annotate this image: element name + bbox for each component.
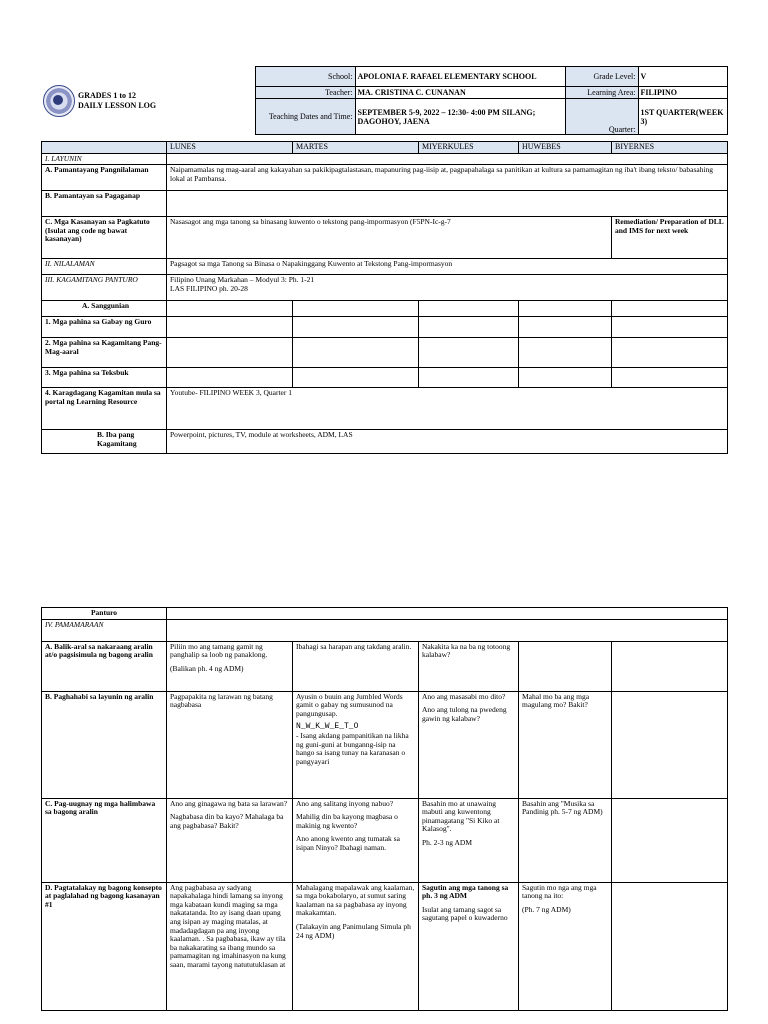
step-c-thu: Basahin ang "Musika sa Pandinig ph. 5-7 ng ADM) — [519, 798, 612, 882]
quarter-label: Quarter: — [565, 99, 638, 135]
area-label: Learning Area: — [565, 87, 638, 99]
blank-cell — [612, 317, 728, 338]
row-a-label: A. Pamantayang Pangnilalaman — [42, 165, 167, 191]
blank-cell — [167, 368, 293, 388]
lesson-table-part2 — [41, 607, 728, 1011]
school-label: School: — [255, 67, 355, 87]
blank-cell — [293, 338, 419, 368]
ref-4-text: Youtube- FILIPINO WEEK 3, Quarter 1 — [167, 388, 728, 430]
step-d-tue-text: Mahalagang mapalawak ang kaalaman, sa mga bokabolaryo, at sumut saring kaalaman na sa pagbabasa ay inyong makakamtan. — [296, 882, 415, 918]
step-c-mon-q2: Nagbabasa din ba kayo? Mahalaga ba ang pagbabasa? Bakit? — [170, 812, 284, 830]
blank-cell — [419, 338, 519, 368]
step-c-tue-q2: Mahilig din ba kayong magbasa o makinig ng kwento? — [296, 812, 398, 830]
ref-1-label: 1. Mga pahina sa Gabay ng Guro — [42, 317, 167, 338]
step-b-mon: Pagpapakita ng larawan ng batang nagbabasa — [167, 691, 293, 798]
row-c-text: Nasasagot ang mga tanong sa binasang kuwento o tekstong pang-impormasyon (F5PN-Ic-g-7 — [167, 217, 612, 259]
day-mon: LUNES — [167, 142, 293, 154]
grade-value: V — [638, 67, 727, 87]
blank-cell — [293, 301, 419, 317]
row-c-label: C. Mga Kasanayan sa Pagkatuto (Isulat ang code ng bawat kasanayan) — [42, 217, 167, 259]
blank-cell — [167, 608, 728, 620]
blank-cell — [612, 882, 728, 1010]
step-a-mon-text: Piliin mo ang tamang gamit ng panghalip sa loob ng panaklong. — [170, 641, 268, 660]
step-c-label: C. Pag-uugnay ng mga halimbawa sa bagong aralin — [42, 798, 167, 882]
day-header-row — [42, 142, 728, 154]
dates-value: SEPTEMBER 5-9, 2022 – 12:30- 4:00 PM SILANG; DAGOHOY, JAENA — [355, 99, 565, 135]
day-header-blank — [42, 142, 167, 154]
step-d-thu-ref: (Ph. 7 ng ADM) — [522, 904, 571, 914]
header-title-cell — [41, 67, 255, 135]
step-a-mon — [167, 641, 293, 691]
header-table — [41, 66, 728, 135]
ref-b-text: Powerpoint, pictures, TV, module at worksheets, ADM, LAS — [167, 430, 728, 454]
teacher-label: Teacher: — [255, 87, 355, 99]
blank-cell — [419, 317, 519, 338]
step-c-tue — [293, 798, 419, 882]
step-b-thu: Mahal mo ba ang mga magulang mo? Bakit? — [519, 691, 612, 798]
title-line-2: DAILY LESSON LOG — [78, 100, 157, 110]
step-a-tue: Ibahagi sa harapan ang takdang aralin. — [293, 641, 419, 691]
step-d-thu-task: Sagutin mo nga ang mga tanong na ito: — [522, 882, 597, 901]
section-layunin: I. LAYUNIN — [42, 153, 167, 165]
day-fri: BIYERNES — [612, 142, 728, 154]
step-a-label: A. Balik-aral sa nakaraang aralin at/o pagsisimula ng bagong aralin — [42, 641, 167, 691]
section-pamamaraan: IV. PAMAMARAAN — [42, 619, 167, 641]
ref-2-label: 2. Mga pahina sa Kagamitang Pang-Mag-aaral — [42, 338, 167, 368]
step-c-tue-q1: Ano ang salitang inyong nabuo? — [296, 798, 394, 808]
panturo-continued: Panturo — [42, 608, 167, 620]
sanggunian-label: A. Sanggunian — [42, 301, 167, 317]
row-b-label: B. Pamantayan sa Pagaganap — [42, 191, 167, 217]
blank-cell — [612, 691, 728, 798]
section-kagamitan-text — [167, 275, 728, 301]
blank-cell — [519, 317, 612, 338]
blank-cell — [167, 301, 293, 317]
blank-cell — [612, 338, 728, 368]
step-b-wed-q1: Ano ang masasabi mo dito? — [422, 691, 506, 701]
blank-cell — [519, 641, 612, 691]
teacher-value: MA. CRISTINA C. CUNANAN — [355, 87, 565, 99]
row-b-text — [167, 191, 728, 217]
deped-seal-icon — [43, 85, 75, 117]
blank-cell — [167, 619, 728, 641]
quarter-value: 1ST QUARTER(WEEK 3) — [638, 99, 727, 135]
blank-cell — [419, 301, 519, 317]
jumbled-word: N_W_K_W_E_T_O — [296, 722, 359, 732]
ref-4-label: 4. Karagdagang Kagamitan mula sa portal ng Learning Resource — [42, 388, 167, 430]
step-b-tue-definition: - Isang akdang pampanitikan na likha ng guni-guni at bunganng-isip na hango sa isang tunay na karanasan o pangyayari — [296, 730, 409, 766]
blank-cell — [419, 368, 519, 388]
step-b-tue — [293, 691, 419, 798]
step-c-wed — [419, 798, 519, 882]
step-c-wed-text: Basahin mo at unawaing mabuti ang kuwentong pinamagatang "Si Kiko at Kalasog". — [422, 798, 500, 834]
step-d-label: D. Pagtatalakay ng bagong konsepto at paglalahad ng bagong kasanayan #1 — [42, 882, 167, 1010]
step-d-tue-ref: (Talakayin ang Panimulang Simula ph 24 ng ADM) — [296, 921, 411, 940]
section-nilalaman-text: Pagsagot sa mga Tanong sa Binasa o Napakinggang Kuwento at Tekstong Pang-impormasyon — [167, 259, 728, 275]
step-d-wed-instruction: Isulat ang tamang sagot sa sagutang papel o kuwaderno — [422, 904, 508, 923]
step-a-wed: Nakakita ka na ba ng totoong kalabaw? — [419, 641, 519, 691]
kagamitan-line-2: LAS FILIPINO ph. 20-28 — [170, 283, 248, 293]
blank-cell — [293, 368, 419, 388]
step-d-wed — [419, 882, 519, 1010]
dates-label: Teaching Dates and Time: — [255, 99, 355, 135]
section-kagamitan: III. KAGAMITANG PANTURO — [42, 275, 167, 301]
kagamitan-line-1: Filipino Unang Markahan – Modyul 3: Ph. 1-21 — [170, 275, 315, 285]
step-b-wed-q2: Ano ang tulong na pwedeng gawin ng kalabaw? — [422, 705, 507, 723]
blank-cell — [612, 368, 728, 388]
blank-cell — [612, 301, 728, 317]
ref-3-label: 3. Mga pahina sa Teksbuk — [42, 368, 167, 388]
blank-cell — [293, 317, 419, 338]
step-c-tue-q3: Ano anong kwento ang tumatak sa isipan Ninyo? Ibahagi naman. — [296, 834, 400, 852]
step-c-mon-q1: Ano ang ginagawa ng bata sa larawan? — [170, 798, 288, 808]
title-line-1: GRADES 1 to 12 — [78, 90, 137, 100]
step-b-wed — [419, 691, 519, 798]
section-layunin-blank — [167, 153, 728, 165]
grade-label: Grade Level: — [565, 67, 638, 87]
row-c-remediation: Remediation/ Preparation of DLL and IMS for next week — [612, 217, 728, 259]
blank-cell — [612, 641, 728, 691]
day-wed: MIYERKULES — [419, 142, 519, 154]
blank-cell — [167, 317, 293, 338]
ref-b-label: B. Iba pang Kagamitang — [42, 430, 167, 454]
step-d-tue — [293, 882, 419, 1010]
step-d-thu — [519, 882, 612, 1010]
lesson-table-part1 — [41, 141, 728, 454]
blank-cell — [167, 338, 293, 368]
step-b-tue-text: Ayusin o buuin ang Jumbled Words gamit o gabay ng sumusunod na pangungusap. — [296, 691, 403, 718]
step-a-mon-ref: (Balikan ph. 4 ng ADM) — [170, 663, 244, 673]
day-tue: MARTES — [293, 142, 419, 154]
step-d-mon: Ang pagbabasa ay sadyang napakahalaga hindi lamang sa inyong mga kabataan kundi maging sa mga nakatatanda. Ito ay isang daan upang ang isipan ay maging matalas, at madadagdagan pa ang inyong kaalaman. . Sa pagbabasa, ikaw ay tila ba nakakarating sa ibang mundo sa pamamagitan ng imahinasyon na kung saan, marami tayong natututuklasan at — [167, 882, 293, 1010]
blank-cell — [519, 301, 612, 317]
blank-cell — [612, 798, 728, 882]
step-c-mon — [167, 798, 293, 882]
day-thu: HUWEBES — [519, 142, 612, 154]
step-c-wed-ref: Ph. 2-3 ng ADM — [422, 837, 473, 847]
section-nilalaman: II. NILALAMAN — [42, 259, 167, 275]
step-d-wed-task: Sagutin ang mga tanong sa ph. 3 ng ADM — [422, 882, 509, 901]
blank-cell — [519, 368, 612, 388]
step-b-label: B. Paghahabi sa layunin ng aralin — [42, 691, 167, 798]
header-block — [41, 66, 727, 134]
blank-cell — [519, 338, 612, 368]
school-value: APOLONIA F. RAFAEL ELEMENTARY SCHOOL — [355, 67, 565, 87]
row-a-text: Naipamamalas ng mag-aaral ang kakayahan sa pakikipagtalastasan, mapanuring pag-iisip at, pagpapahalaga sa panitikan at kultura sa pamamagitan ng iba't ibang teksto/ babasahing lokal at Pambansa. — [167, 165, 728, 191]
area-value: FILIPINO — [638, 87, 727, 99]
